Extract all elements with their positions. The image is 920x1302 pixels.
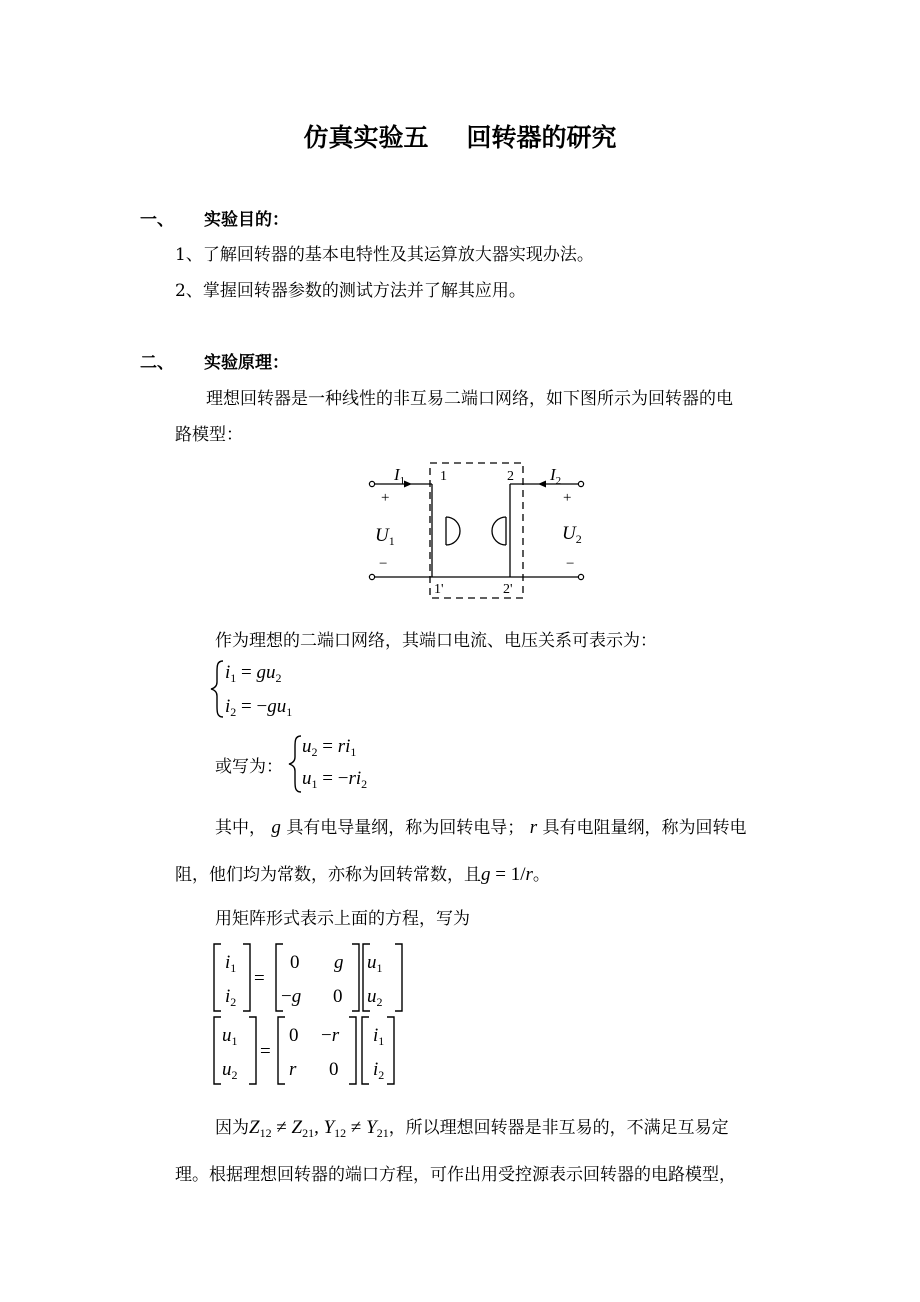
svg-text:u2: $u_2$ [367,986,383,1009]
label-i2: $I_2$ [550,465,562,487]
matrix-equation-2 [205,1013,415,1088]
svg-text:0: 0 [333,986,343,1007]
gyrator-left-arc [446,517,460,545]
label-u1: $U_1$ [375,525,395,548]
svg-text:−g: −g [281,986,302,1007]
matrix-equation-1 [205,940,415,1015]
final-line: 理。根据理想回转器的端口方程，可作出用受控源表示回转器的电路模型， [175,1165,736,1185]
svg-text:i1: $i_1$ [373,1025,385,1048]
svg-text:u1: $u_1$ [367,952,383,975]
label-u2: $U_2$ [562,523,582,546]
gyrator-circuit-diagram [360,455,600,605]
label-plus-left: + [381,490,390,506]
label-port-2p: 2' [503,582,513,597]
label-plus-right: + [563,490,572,506]
current-arrow-i2 [538,481,546,488]
port-relation-text: 作为理想的二端口网络，其端口电流、电压关系可表示为： [215,631,657,651]
matrix-intro-text: 用矩阵形式表示上面的方程，写为 [215,909,470,929]
terminal-1p [369,574,374,579]
section1-item-1: 1、了解回转器的基本电特性及其运算放大器实现办法。 [175,245,594,265]
section2-heading: 实验原理： [204,353,289,373]
section1-item-2: 2、掌握回转器参数的测试方法并了解其应用。 [175,281,526,301]
svg-text:−r: −r [321,1025,340,1046]
svg-text:i2: $i_2$ [225,986,237,1009]
terminal-2 [578,481,583,486]
svg-text:0: 0 [329,1059,339,1080]
equation-u1: $u_1 = -ri_2$ [302,768,368,791]
label-minus-right: − [566,556,575,572]
where-line-2: 阻，他们均为常数，亦称为回转常数，且g = 1/r。 [175,864,550,885]
label-minus-left: − [379,556,388,572]
gyrator-right-arc [492,517,506,545]
svg-text:0: 0 [290,952,300,973]
equation-u2: $u_2 = ri_1$ [302,736,357,759]
page-title [0,118,920,154]
because-line: 因为$Z_{12} \ne Z_{21}$, $Y_{12} \ne Y_{21}$，所以理想回转器是非互易的，不满足互易定 [215,1117,729,1140]
svg-text:u2: $u_2$ [222,1059,238,1082]
label-port-1p: 1' [434,582,444,597]
label-port-2: 2 [507,469,514,484]
svg-text:u1: $u_1$ [222,1025,238,1048]
where-line-1: 其中， g 具有电导量纲，称为回转电导； r 具有电阻量纲，称为回转电 [215,817,747,838]
svg-text:0: 0 [289,1025,299,1046]
intro-line-2: 路模型： [175,425,243,445]
title-part2: 回转器的研究 [466,123,617,152]
section1-number: 一、 [140,210,174,230]
label-port-1: 1 [440,469,447,484]
svg-text:g: g [334,952,344,973]
terminal-2p [578,574,583,579]
title-part1: 仿真实验五 [303,123,429,152]
equation-i1: $i_1 = gu_2$ [225,662,282,685]
section2-number: 二、 [140,353,174,373]
terminal-1 [369,481,374,486]
svg-text:=: = [260,1041,271,1062]
or-write-label: 或写为： [215,757,283,777]
svg-text:i2: $i_2$ [373,1059,385,1082]
label-i1: $I_1$ [394,465,406,487]
svg-text:i1: $i_1$ [225,952,237,975]
intro-line-1: 理想回转器是一种线性的非互易二端口网络，如下图所示为回转器的电 [206,389,733,409]
svg-text:r: r [289,1059,297,1080]
section1-heading: 实验目的： [204,210,289,230]
equation-i2: $i_2 = -gu_1$ [225,696,293,719]
current-arrow-i1 [404,481,412,488]
svg-text:=: = [254,968,265,989]
